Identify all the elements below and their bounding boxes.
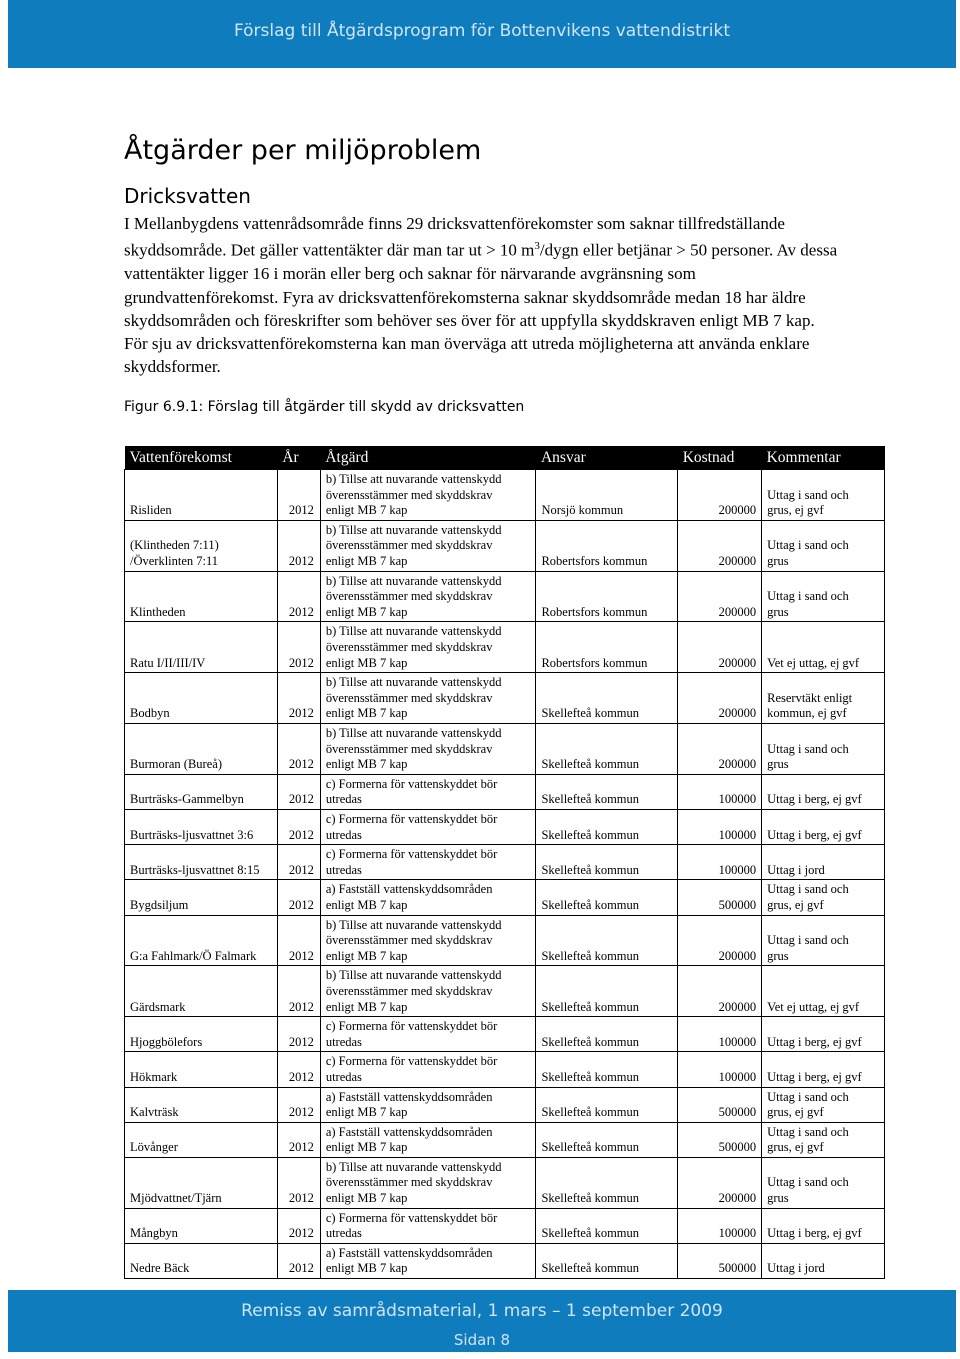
cell-ansvar: Skellefteå kommun — [536, 915, 678, 966]
cell-year: 2012 — [277, 1122, 320, 1157]
cell-year: 2012 — [277, 1243, 320, 1278]
paragraph-superscript: 3 — [534, 240, 540, 253]
cell-comment: Uttag i sand och grus — [762, 723, 885, 774]
cell-vattenforekomst: (Klintheden 7:11) /Överklinten 7:11 — [125, 520, 278, 571]
cell-ansvar: Robertsfors kommun — [536, 520, 678, 571]
document-body — [124, 135, 864, 415]
cell-vattenforekomst: Burträsks-ljusvattnet 3:6 — [125, 809, 278, 844]
cell-ansvar: Robertsfors kommun — [536, 622, 678, 673]
cell-cost: 100000 — [678, 809, 762, 844]
table-row — [125, 1052, 885, 1087]
cell-comment: Vet ej uttag, ej gvf — [762, 966, 885, 1017]
cell-cost: 200000 — [678, 966, 762, 1017]
table-row — [125, 1017, 885, 1052]
cell-cost: 100000 — [678, 774, 762, 809]
cell-year: 2012 — [277, 966, 320, 1017]
cell-cost: 500000 — [678, 880, 762, 915]
cell-action: a) Fastställ vattenskyddsområden enligt MB 7 kap — [320, 1122, 536, 1157]
cell-comment: Reservtäkt enligt kommun, ej gvf — [762, 673, 885, 724]
cell-comment: Uttag i berg, ej gvf — [762, 1208, 885, 1243]
cell-action: a) Fastställ vattenskyddsområden enligt MB 7 kap — [320, 880, 536, 915]
cell-ansvar: Skellefteå kommun — [536, 809, 678, 844]
cell-comment: Vet ej uttag, ej gvf — [762, 622, 885, 673]
cell-vattenforekomst: Hökmark — [125, 1052, 278, 1087]
cell-year: 2012 — [277, 1157, 320, 1208]
cell-cost: 200000 — [678, 673, 762, 724]
body-paragraph — [124, 212, 839, 379]
cell-action: c) Formerna för vattenskyddet bör utredas — [320, 845, 536, 880]
table-row — [125, 1087, 885, 1122]
table-row — [125, 1243, 885, 1278]
column-header: Kostnad — [678, 446, 762, 470]
cell-cost: 500000 — [678, 1122, 762, 1157]
table-row — [125, 723, 885, 774]
cell-year: 2012 — [277, 622, 320, 673]
table-row — [125, 845, 885, 880]
cell-vattenforekomst: Burträsks-Gammelbyn — [125, 774, 278, 809]
cell-action: a) Fastställ vattenskyddsområden enligt MB 7 kap — [320, 1243, 536, 1278]
cell-year: 2012 — [277, 470, 320, 521]
cell-ansvar: Skellefteå kommun — [536, 880, 678, 915]
cell-cost: 200000 — [678, 622, 762, 673]
cell-comment: Uttag i berg, ej gvf — [762, 1017, 885, 1052]
cell-comment: Uttag i sand och grus, ej gvf — [762, 470, 885, 521]
cell-ansvar: Norsjö kommun — [536, 470, 678, 521]
cell-cost: 200000 — [678, 520, 762, 571]
cell-year: 2012 — [277, 1052, 320, 1087]
cell-ansvar: Skellefteå kommun — [536, 1157, 678, 1208]
page-footer-band — [8, 1290, 956, 1352]
cell-ansvar: Skellefteå kommun — [536, 673, 678, 724]
table-row — [125, 880, 885, 915]
cell-action: b) Tillse att nuvarande vattenskydd överensstämmer med skyddskrav enligt MB 7 kap — [320, 520, 536, 571]
table-row — [125, 966, 885, 1017]
cell-cost: 100000 — [678, 1208, 762, 1243]
table-header-row — [125, 446, 885, 470]
cell-cost: 200000 — [678, 723, 762, 774]
cell-vattenforekomst: Burmoran (Bureå) — [125, 723, 278, 774]
cell-vattenforekomst: Nedre Bäck — [125, 1243, 278, 1278]
cell-cost: 200000 — [678, 571, 762, 622]
column-header: Ansvar — [536, 446, 678, 470]
table-row — [125, 1208, 885, 1243]
cell-comment: Uttag i berg, ej gvf — [762, 1052, 885, 1087]
cell-ansvar: Skellefteå kommun — [536, 1087, 678, 1122]
cell-vattenforekomst: G:a Fahlmark/Ö Falmark — [125, 915, 278, 966]
cell-ansvar: Skellefteå kommun — [536, 1052, 678, 1087]
cell-comment: Uttag i sand och grus — [762, 1157, 885, 1208]
cell-action: c) Formerna för vattenskyddet bör utredas — [320, 1052, 536, 1087]
cell-comment: Uttag i jord — [762, 1243, 885, 1278]
table-row — [125, 622, 885, 673]
paragraph-part2: /dygn eller betjänar > 50 personer. Av dessa vattentäkter ligger 16 i morän eller berg och saknar för närvarande avgränsning som grundvattenförekomst. Fyra av dricksvattenförekomsterna saknar skyddsområde medan 18 har äldre skyddsområden och föreskrifter som behöver ses över för att uppfylla skyddskraven enligt MB 7 kap. För sju av dricksvattenförekomsterna kan man överväga att utreda möjligheterna att använda enklare skyddsformer. — [124, 240, 838, 377]
cell-ansvar: Skellefteå kommun — [536, 1208, 678, 1243]
cell-cost: 200000 — [678, 915, 762, 966]
table-row — [125, 809, 885, 844]
cell-action: c) Formerna för vattenskyddet bör utredas — [320, 774, 536, 809]
cell-comment: Uttag i berg, ej gvf — [762, 809, 885, 844]
cell-year: 2012 — [277, 520, 320, 571]
footer-line: Remiss av samrådsmaterial, 1 mars – 1 september 2009 — [241, 1301, 723, 1321]
cell-year: 2012 — [277, 723, 320, 774]
cell-vattenforekomst: Bygdsiljum — [125, 880, 278, 915]
cell-vattenforekomst: Mjödvattnet/Tjärn — [125, 1157, 278, 1208]
cell-comment: Uttag i sand och grus — [762, 915, 885, 966]
cell-ansvar: Skellefteå kommun — [536, 966, 678, 1017]
cell-action: b) Tillse att nuvarande vattenskydd överensstämmer med skyddskrav enligt MB 7 kap — [320, 723, 536, 774]
table-row — [125, 520, 885, 571]
table-row — [125, 774, 885, 809]
cell-vattenforekomst: Burträsks-ljusvattnet 8:15 — [125, 845, 278, 880]
cell-ansvar: Skellefteå kommun — [536, 845, 678, 880]
cell-vattenforekomst: Mångbyn — [125, 1208, 278, 1243]
cell-action: b) Tillse att nuvarande vattenskydd överensstämmer med skyddskrav enligt MB 7 kap — [320, 673, 536, 724]
page-header-band — [8, 0, 956, 68]
measures-table — [124, 446, 885, 1279]
cell-comment: Uttag i sand och grus, ej gvf — [762, 1122, 885, 1157]
cell-year: 2012 — [277, 845, 320, 880]
table-row — [125, 571, 885, 622]
cell-year: 2012 — [277, 809, 320, 844]
cell-action: a) Fastställ vattenskyddsområden enligt MB 7 kap — [320, 1087, 536, 1122]
cell-vattenforekomst: Risliden — [125, 470, 278, 521]
cell-action: b) Tillse att nuvarande vattenskydd överensstämmer med skyddskrav enligt MB 7 kap — [320, 571, 536, 622]
cell-comment: Uttag i sand och grus, ej gvf — [762, 1087, 885, 1122]
cell-comment: Uttag i sand och grus — [762, 520, 885, 571]
cell-vattenforekomst: Klintheden — [125, 571, 278, 622]
paragraph-part1: I Mellanbygdens vattenrådsområde finns 29 dricksvattenförekomster som saknar tillfredställande skyddsområde. Det gäller vattentäkter där man tar ut > 10 m — [124, 214, 785, 260]
cell-cost: 200000 — [678, 1157, 762, 1208]
column-header: Åtgärd — [320, 446, 536, 470]
page-header-text: Förslag till Åtgärdsprogram för Bottenvikens vattendistrikt — [233, 21, 731, 41]
cell-cost: 100000 — [678, 1052, 762, 1087]
cell-year: 2012 — [277, 571, 320, 622]
cell-action: c) Formerna för vattenskyddet bör utredas — [320, 1208, 536, 1243]
column-header: Vattenförekomst — [125, 446, 278, 470]
column-header: Kommentar — [762, 446, 885, 470]
cell-comment: Uttag i jord — [762, 845, 885, 880]
figure-caption: Figur 6.9.1: Förslag till åtgärder till skydd av dricksvatten — [124, 398, 525, 415]
cell-action: b) Tillse att nuvarande vattenskydd överensstämmer med skyddskrav enligt MB 7 kap — [320, 915, 536, 966]
column-header: År — [277, 446, 320, 470]
page-number: Sidan 8 — [453, 1331, 511, 1349]
cell-cost: 200000 — [678, 470, 762, 521]
cell-cost: 100000 — [678, 1017, 762, 1052]
cell-vattenforekomst: Bodbyn — [125, 673, 278, 724]
cell-comment: Uttag i sand och grus, ej gvf — [762, 880, 885, 915]
cell-year: 2012 — [277, 774, 320, 809]
cell-ansvar: Skellefteå kommun — [536, 1122, 678, 1157]
cell-year: 2012 — [277, 1017, 320, 1052]
cell-action: b) Tillse att nuvarande vattenskydd överensstämmer med skyddskrav enligt MB 7 kap — [320, 622, 536, 673]
cell-comment: Uttag i sand och grus — [762, 571, 885, 622]
cell-ansvar: Skellefteå kommun — [536, 1017, 678, 1052]
cell-ansvar: Skellefteå kommun — [536, 774, 678, 809]
cell-action: b) Tillse att nuvarande vattenskydd överensstämmer med skyddskrav enligt MB 7 kap — [320, 470, 536, 521]
cell-year: 2012 — [277, 915, 320, 966]
section-heading: Dricksvatten — [124, 184, 251, 208]
cell-action: b) Tillse att nuvarande vattenskydd överensstämmer med skyddskrav enligt MB 7 kap — [320, 966, 536, 1017]
table-row — [125, 673, 885, 724]
cell-action: c) Formerna för vattenskyddet bör utredas — [320, 1017, 536, 1052]
cell-vattenforekomst: Lövånger — [125, 1122, 278, 1157]
cell-year: 2012 — [277, 1087, 320, 1122]
cell-vattenforekomst: Gärdsmark — [125, 966, 278, 1017]
table-row — [125, 915, 885, 966]
cell-action: b) Tillse att nuvarande vattenskydd överensstämmer med skyddskrav enligt MB 7 kap — [320, 1157, 536, 1208]
cell-ansvar: Skellefteå kommun — [536, 723, 678, 774]
cell-cost: 500000 — [678, 1087, 762, 1122]
page-title: Åtgärder per miljöproblem — [124, 135, 482, 166]
cell-ansvar: Skellefteå kommun — [536, 1243, 678, 1278]
cell-vattenforekomst: Kalvträsk — [125, 1087, 278, 1122]
cell-action: c) Formerna för vattenskyddet bör utredas — [320, 809, 536, 844]
cell-comment: Uttag i berg, ej gvf — [762, 774, 885, 809]
cell-vattenforekomst: Hjoggbölefors — [125, 1017, 278, 1052]
cell-cost: 500000 — [678, 1243, 762, 1278]
table-body — [125, 470, 885, 1279]
cell-ansvar: Robertsfors kommun — [536, 571, 678, 622]
cell-year: 2012 — [277, 880, 320, 915]
cell-year: 2012 — [277, 673, 320, 724]
cell-cost: 100000 — [678, 845, 762, 880]
cell-vattenforekomst: Ratu I/II/III/IV — [125, 622, 278, 673]
table-row — [125, 1122, 885, 1157]
table-row — [125, 1157, 885, 1208]
cell-year: 2012 — [277, 1208, 320, 1243]
table-row — [125, 470, 885, 521]
